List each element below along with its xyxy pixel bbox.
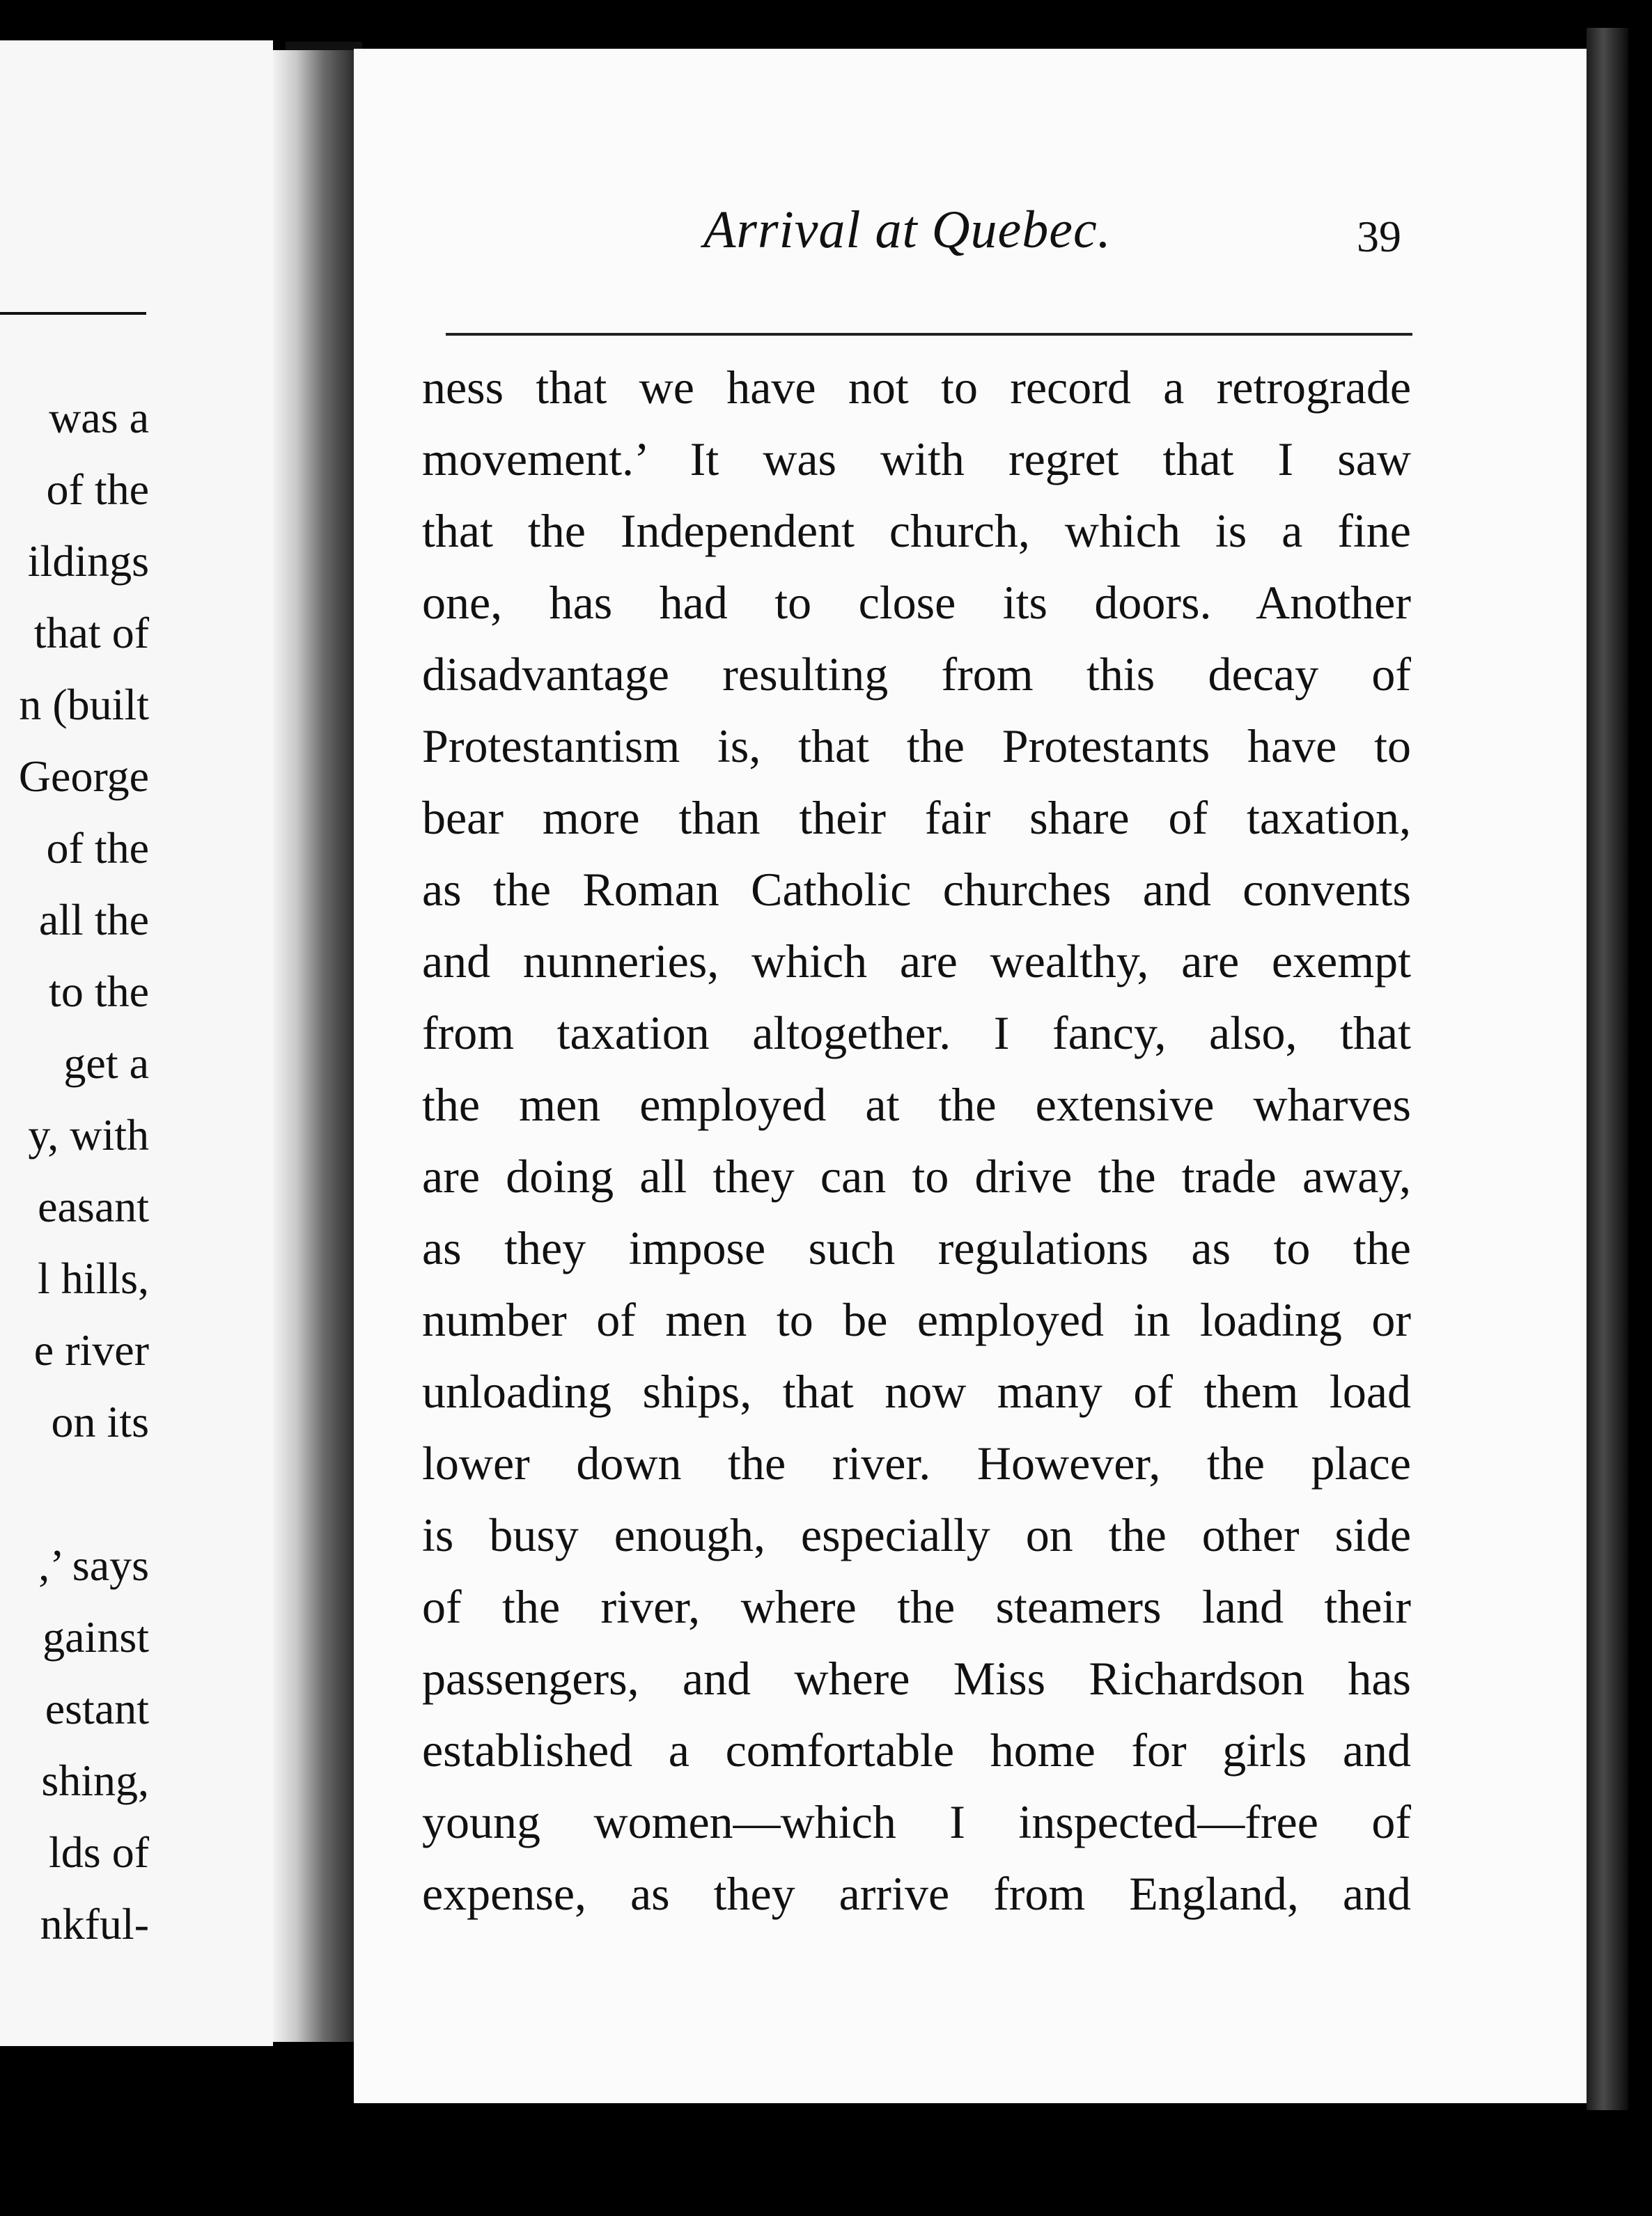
text-line: lower down the river. However, the place: [422, 1437, 1411, 1490]
text-line: the men employed at the extensive wharves: [422, 1078, 1411, 1131]
facing-line: ,’ says: [38, 1540, 149, 1590]
text-line: passengers, and where Miss Richardson has: [422, 1652, 1411, 1705]
facing-line: shing,: [41, 1756, 149, 1805]
facing-line: of the: [46, 465, 149, 514]
page-edge: [1587, 28, 1628, 2110]
facing-line: to the: [49, 967, 149, 1016]
facing-line: y, with: [28, 1110, 149, 1160]
text-line: young women—which I inspected—free of: [422, 1795, 1411, 1848]
facing-page-text: [19, 382, 149, 1960]
text-line: Protestantism is, that the Protestants have to: [422, 719, 1411, 772]
facing-line: was a: [49, 393, 149, 442]
facing-line: n (built: [19, 680, 149, 729]
text-line: ness that we have not to record a retrograde: [422, 361, 1411, 414]
facing-line: all the: [38, 895, 149, 944]
facing-line: get a: [63, 1038, 149, 1088]
facing-line: estant: [45, 1684, 149, 1733]
book-gutter: [273, 50, 355, 2042]
facing-line: that of: [33, 608, 149, 657]
text-line: are doing all they can to drive the trade away,: [422, 1150, 1411, 1203]
text-line: established a comfortable home for girls and: [422, 1724, 1411, 1777]
facing-line: of the: [46, 823, 149, 873]
facing-line: lds of: [49, 1827, 149, 1877]
text-line: number of men to be employed in loading or: [422, 1293, 1411, 1346]
running-head: Arrival at Quebec.: [703, 201, 1112, 259]
page-number: 39: [1357, 212, 1401, 261]
header-rule: [446, 333, 1412, 336]
facing-line: nkful-: [40, 1899, 149, 1949]
page-body-text: [422, 352, 1411, 1930]
text-line: of the river, where the steamers land their: [422, 1580, 1411, 1633]
facing-line: e river: [33, 1325, 149, 1375]
facing-line: l hills,: [37, 1254, 149, 1303]
facing-page: [0, 40, 273, 2046]
facing-line: easant: [38, 1182, 149, 1231]
text-line: one, has had to close its doors. Another: [422, 576, 1411, 629]
facing-line: ildings: [27, 536, 149, 586]
facing-line: George: [18, 751, 149, 801]
text-line: disadvantage resulting from this decay of: [422, 648, 1411, 701]
text-line: expense, as they arrive from England, and: [422, 1867, 1411, 1920]
facing-line-gap: [19, 1458, 149, 1529]
facing-line: gainst: [42, 1612, 149, 1662]
text-line: movement.’ It was with regret that I saw: [422, 432, 1411, 485]
text-line: and nunneries, which are wealthy, are exempt: [422, 935, 1411, 988]
text-line: from taxation altogether. I fancy, also, that: [422, 1006, 1411, 1059]
text-line: unloading ships, that now many of them load: [422, 1365, 1411, 1418]
facing-page-rule: [0, 312, 146, 315]
text-line: as the Roman Catholic churches and convents: [422, 863, 1411, 916]
text-line: as they impose such regulations as to the: [422, 1222, 1411, 1274]
text-line: is busy enough, especially on the other side: [422, 1508, 1411, 1561]
text-line: bear more than their fair share of taxation,: [422, 791, 1411, 844]
facing-line: on its: [51, 1397, 149, 1446]
text-line: that the Independent church, which is a fine: [422, 504, 1411, 557]
